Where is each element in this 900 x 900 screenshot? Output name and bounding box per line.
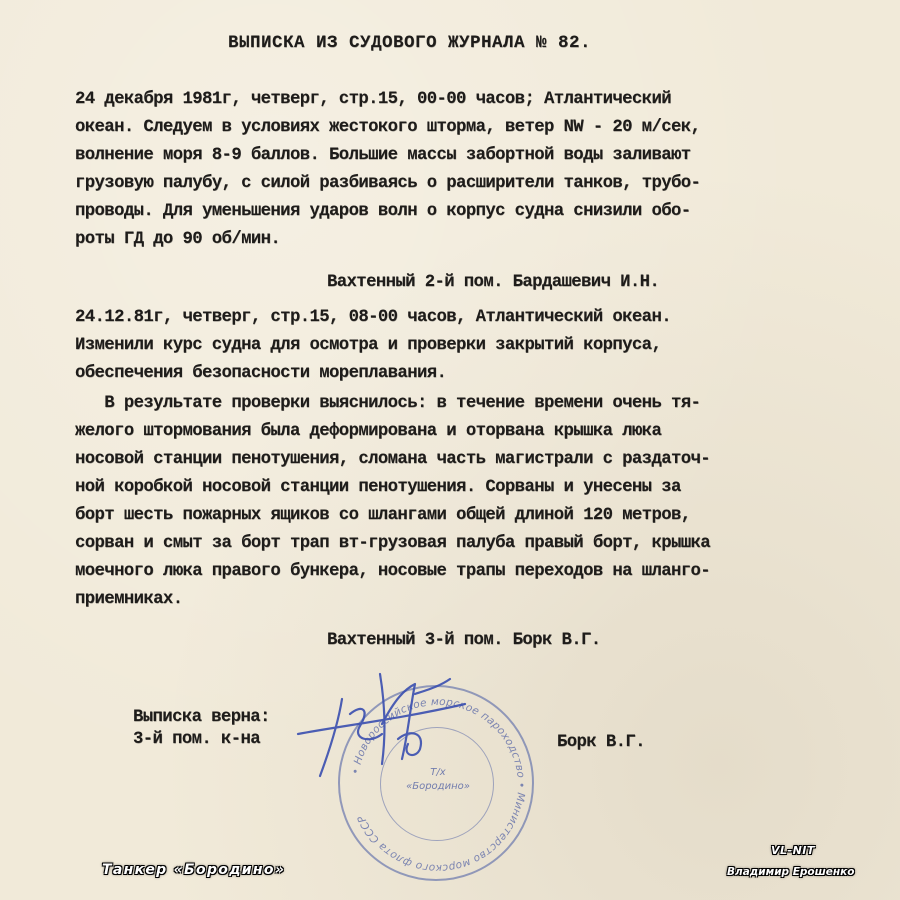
entry-2-line-1: 24.12.81г, четверг, стр.15, 08-00 часов, Атлантический океан.	[75, 308, 671, 327]
handwritten-signature	[290, 664, 480, 784]
entry-1-line-5: проводы. Для уменьшения ударов волн о корпус судна снизили обо-	[75, 202, 691, 221]
caption-tanker-name: Танкер «Бородино»	[102, 862, 286, 878]
entry-2-line-2: Изменили курс судна для осмотра и проверки закрытий корпуса,	[75, 336, 662, 355]
stamp-center-line-1: Т/х	[430, 767, 446, 778]
stamp-outer-text: • Новороссийское морское пароходство • Министерство морского флота СССР	[349, 695, 528, 875]
entry-1-line-2: океан. Следуем в условиях жестокого шторма, ветер NW - 20 м/сек,	[75, 118, 701, 137]
entry-1	[75, 87, 875, 257]
entry-2-line-6: носовой станции пенотушения, сломана часть магистрали с раздаточ-	[75, 450, 711, 469]
entry-1-line-6: роты ГД до 90 об/мин.	[75, 230, 281, 249]
certification-name: Борк В.Г.	[557, 733, 645, 752]
document-title: ВЫПИСКА ИЗ СУДОВОГО ЖУРНАЛА № 82.	[228, 33, 592, 53]
entry-1-signature-line: Вахтенный 2-й пом. Бардашевич И.Н.	[327, 273, 660, 292]
entry-2-line-9: сорван и смыт за борт трап вт-грузовая палуба правый борт, крышка	[75, 534, 711, 553]
entry-2	[75, 305, 875, 615]
entry-2-line-11: приемниках.	[75, 590, 183, 609]
entry-2-signature-line: Вахтенный 3-й пом. Борк В.Г.	[327, 631, 601, 650]
certification-line-2: 3-й пом. к-на	[133, 730, 261, 749]
caption-author: Владимир Ерошенко	[727, 866, 855, 878]
entry-2-line-8: борт шесть пожарных ящиков со шлангами общей длиной 120 метров,	[75, 506, 691, 525]
photographer-logo: VL-NIT	[771, 844, 815, 857]
entry-1-line-1: 24 декабря 1981г, четверг, стр.15, 00-00 часов; Атлантический	[75, 90, 671, 109]
entry-1-line-3: волнение моря 8-9 баллов. Большие массы забортной воды заливают	[75, 146, 691, 165]
entry-2-line-4: В результате проверки выяснилось: в течение времени очень тя-	[75, 394, 701, 413]
stamp-center-line-2: «Бородино»	[406, 781, 470, 792]
entry-1-line-4: грузовую палубу, с силой разбиваясь о расширители танков, трубо-	[75, 174, 701, 193]
entry-2-line-10: моечного люка правого бункера, носовые трапы переходов на шланго-	[75, 562, 711, 581]
certification-line-1: Выписка верна:	[133, 708, 270, 727]
entry-2-line-5: желого штормования была деформирована и оторвана крышка люка	[75, 422, 662, 441]
entry-2-line-3: обеспечения безопасности мореплавания.	[75, 364, 447, 383]
entry-2-line-7: ной коробкой носовой станции пенотушения. Сорваны и унесены за	[75, 478, 681, 497]
